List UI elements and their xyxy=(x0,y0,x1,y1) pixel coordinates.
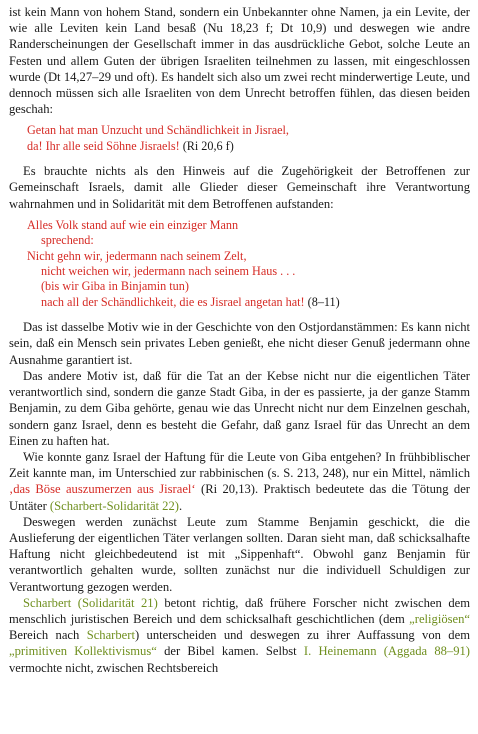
quote-2-line-2: sprechend: xyxy=(41,233,94,248)
quote-2-line-3: Nicht gehn wir, jedermann nach seinem Zelt, xyxy=(27,248,247,263)
paragraph-4: Das andere Motiv ist, daß für die Tat an der Kebse nicht nur die eigentlichen Täter verantwortlich sind, sondern die ganze Stadt Giba, in der es passierte, ja der ganze Stamm Benjamin, zu dem Giba gehörte, genau wie das Unrecht nicht nur dem Einzelnen geschah, sondern ganz Israel, denn es besteht die Gefahr, daß ganz Israel für das Unrecht an dem Einen zu haften hat. xyxy=(9,368,470,448)
quote-2-line-4: nicht weichen wir, jedermann nach seinem Haus . . . xyxy=(41,264,296,279)
quote-2-line-6: nach all der Schändlichkeit, die es Jisrael angetan hat! xyxy=(41,294,305,309)
paragraph-5-text-b: (Ri 20,13). Praktisch bedeutete das die Tötung der Untäter xyxy=(9,482,470,513)
paragraph-5-text-c: . xyxy=(178,498,183,513)
paragraph-7-text-b: Bereich nach xyxy=(9,628,87,643)
paragraph-7-text-e: vermochte nicht, zwischen Rechtsbereich xyxy=(9,660,219,675)
paragraph-7 xyxy=(9,595,470,676)
paragraph-1: ist kein Mann von hohem Stand, sondern ein Unbekannter ohne Namen, ja ein Levite, der wie alle Leviten kein Land besaß (Nu 18,23 f; Dt 10,9) und deswegen wie andre Randerscheinungen der Gesellschaft immer in das ausdrückliche Gebot, solche Leute an Festen und allem Guten der übrigen Israeliten teilnehmen zu lassen, mit eingeschlossen wurde (Dt 14,27–29 und oft). Es handelt sich also um zwei recht minderwertige Leute, und dennoch müssen sich alle Israeliten von dem Unrecht betroffen fühlen, das diesen beiden geschah: xyxy=(9,5,470,117)
paragraph-7-text-a: betont richtig, daß frühere Forscher nicht zwischen dem menschlich juristischen Bereich und dem schicksalhaft geschichtlichen (dem xyxy=(9,595,470,626)
paragraph-3: Das ist dasselbe Motiv wie in der Geschichte von den Ostjordanstämmen: Es kann nicht sein, daß ein Mensch sein privates Leben genießt, ehe nicht dieser Genuß jedermann ohne Ausnahme garantiert ist. xyxy=(9,320,470,367)
paragraph-7-text-c: ) unterscheiden und deswegen zu ihrer Auffassung von dem xyxy=(134,628,470,643)
citation-scharbert-21: Scharbert (Solidarität 21) xyxy=(23,595,158,610)
paragraph-2: Es brauchte nichts als den Hinweis auf die Zugehörigkeit der Betroffenen zur Gemeinschaft Israels, damit alle Glieder dieser Gemeinschaft ihre Verantwortung wahrnahmen und in Solidarität mit dem Betroffenen aufstanden: xyxy=(9,164,470,211)
paragraph-5-quote: ‚das Böse auszumerzen aus Jisrael‘ xyxy=(9,482,196,497)
paragraph-5-text-a: Wie konnte ganz Israel der Haftung für die Leute von Giba entgehen? In frühbiblischer Zeit kannte man, im Unterschied zur rabbinischen (s. S. 213, 248), nur ein Mittel, nämlich xyxy=(9,449,470,481)
term-religioesen: „religiösen“ xyxy=(409,611,470,626)
quote-2-line-5: (bis wir Giba in Binjamin tun) xyxy=(41,279,189,294)
bible-quote-1 xyxy=(27,123,470,154)
quote-1-reference: (Ri 20,6 f) xyxy=(179,138,234,153)
paragraph-5 xyxy=(9,449,470,514)
term-primitiven-kollektivismus: „primitiven Kollektivismus“ xyxy=(9,644,157,659)
quote-2-line-1: Alles Volk stand auf wie ein einziger Mann xyxy=(27,217,239,232)
citation-scharbert: Scharbert xyxy=(86,628,135,643)
quote-2-reference: (8–11) xyxy=(304,294,340,309)
quote-1-line-1: Getan hat man Unzucht und Schändlichkeit in Jisrael, xyxy=(27,123,289,138)
paragraph-7-text-d: der Bibel kamen. Selbst xyxy=(156,644,304,659)
bible-quote-2 xyxy=(27,218,470,310)
citation-scharbert-22: (Scharbert-Solidarität 22) xyxy=(49,498,179,513)
citation-heinemann: I. Heinemann (Aggada 88–91) xyxy=(303,644,470,659)
quote-1-line-2: da! Ihr alle seid Söhne Jisraels! xyxy=(27,138,180,153)
paragraph-6: Deswegen werden zunächst Leute zum Stamme Benjamin geschickt, die die Auslieferung der eigentlichen Täter verlangen sollten. Daran sieht man, daß schicksalhafte Haftung nicht gleichbedeutend ist mit „Sippenhaft“. Obwohl ganz Benjamin für verantwortlich gehalten wurde, sollten zunächst nur die individuell Schuldigen zur Verantwortung gezogen werden. xyxy=(9,514,470,594)
